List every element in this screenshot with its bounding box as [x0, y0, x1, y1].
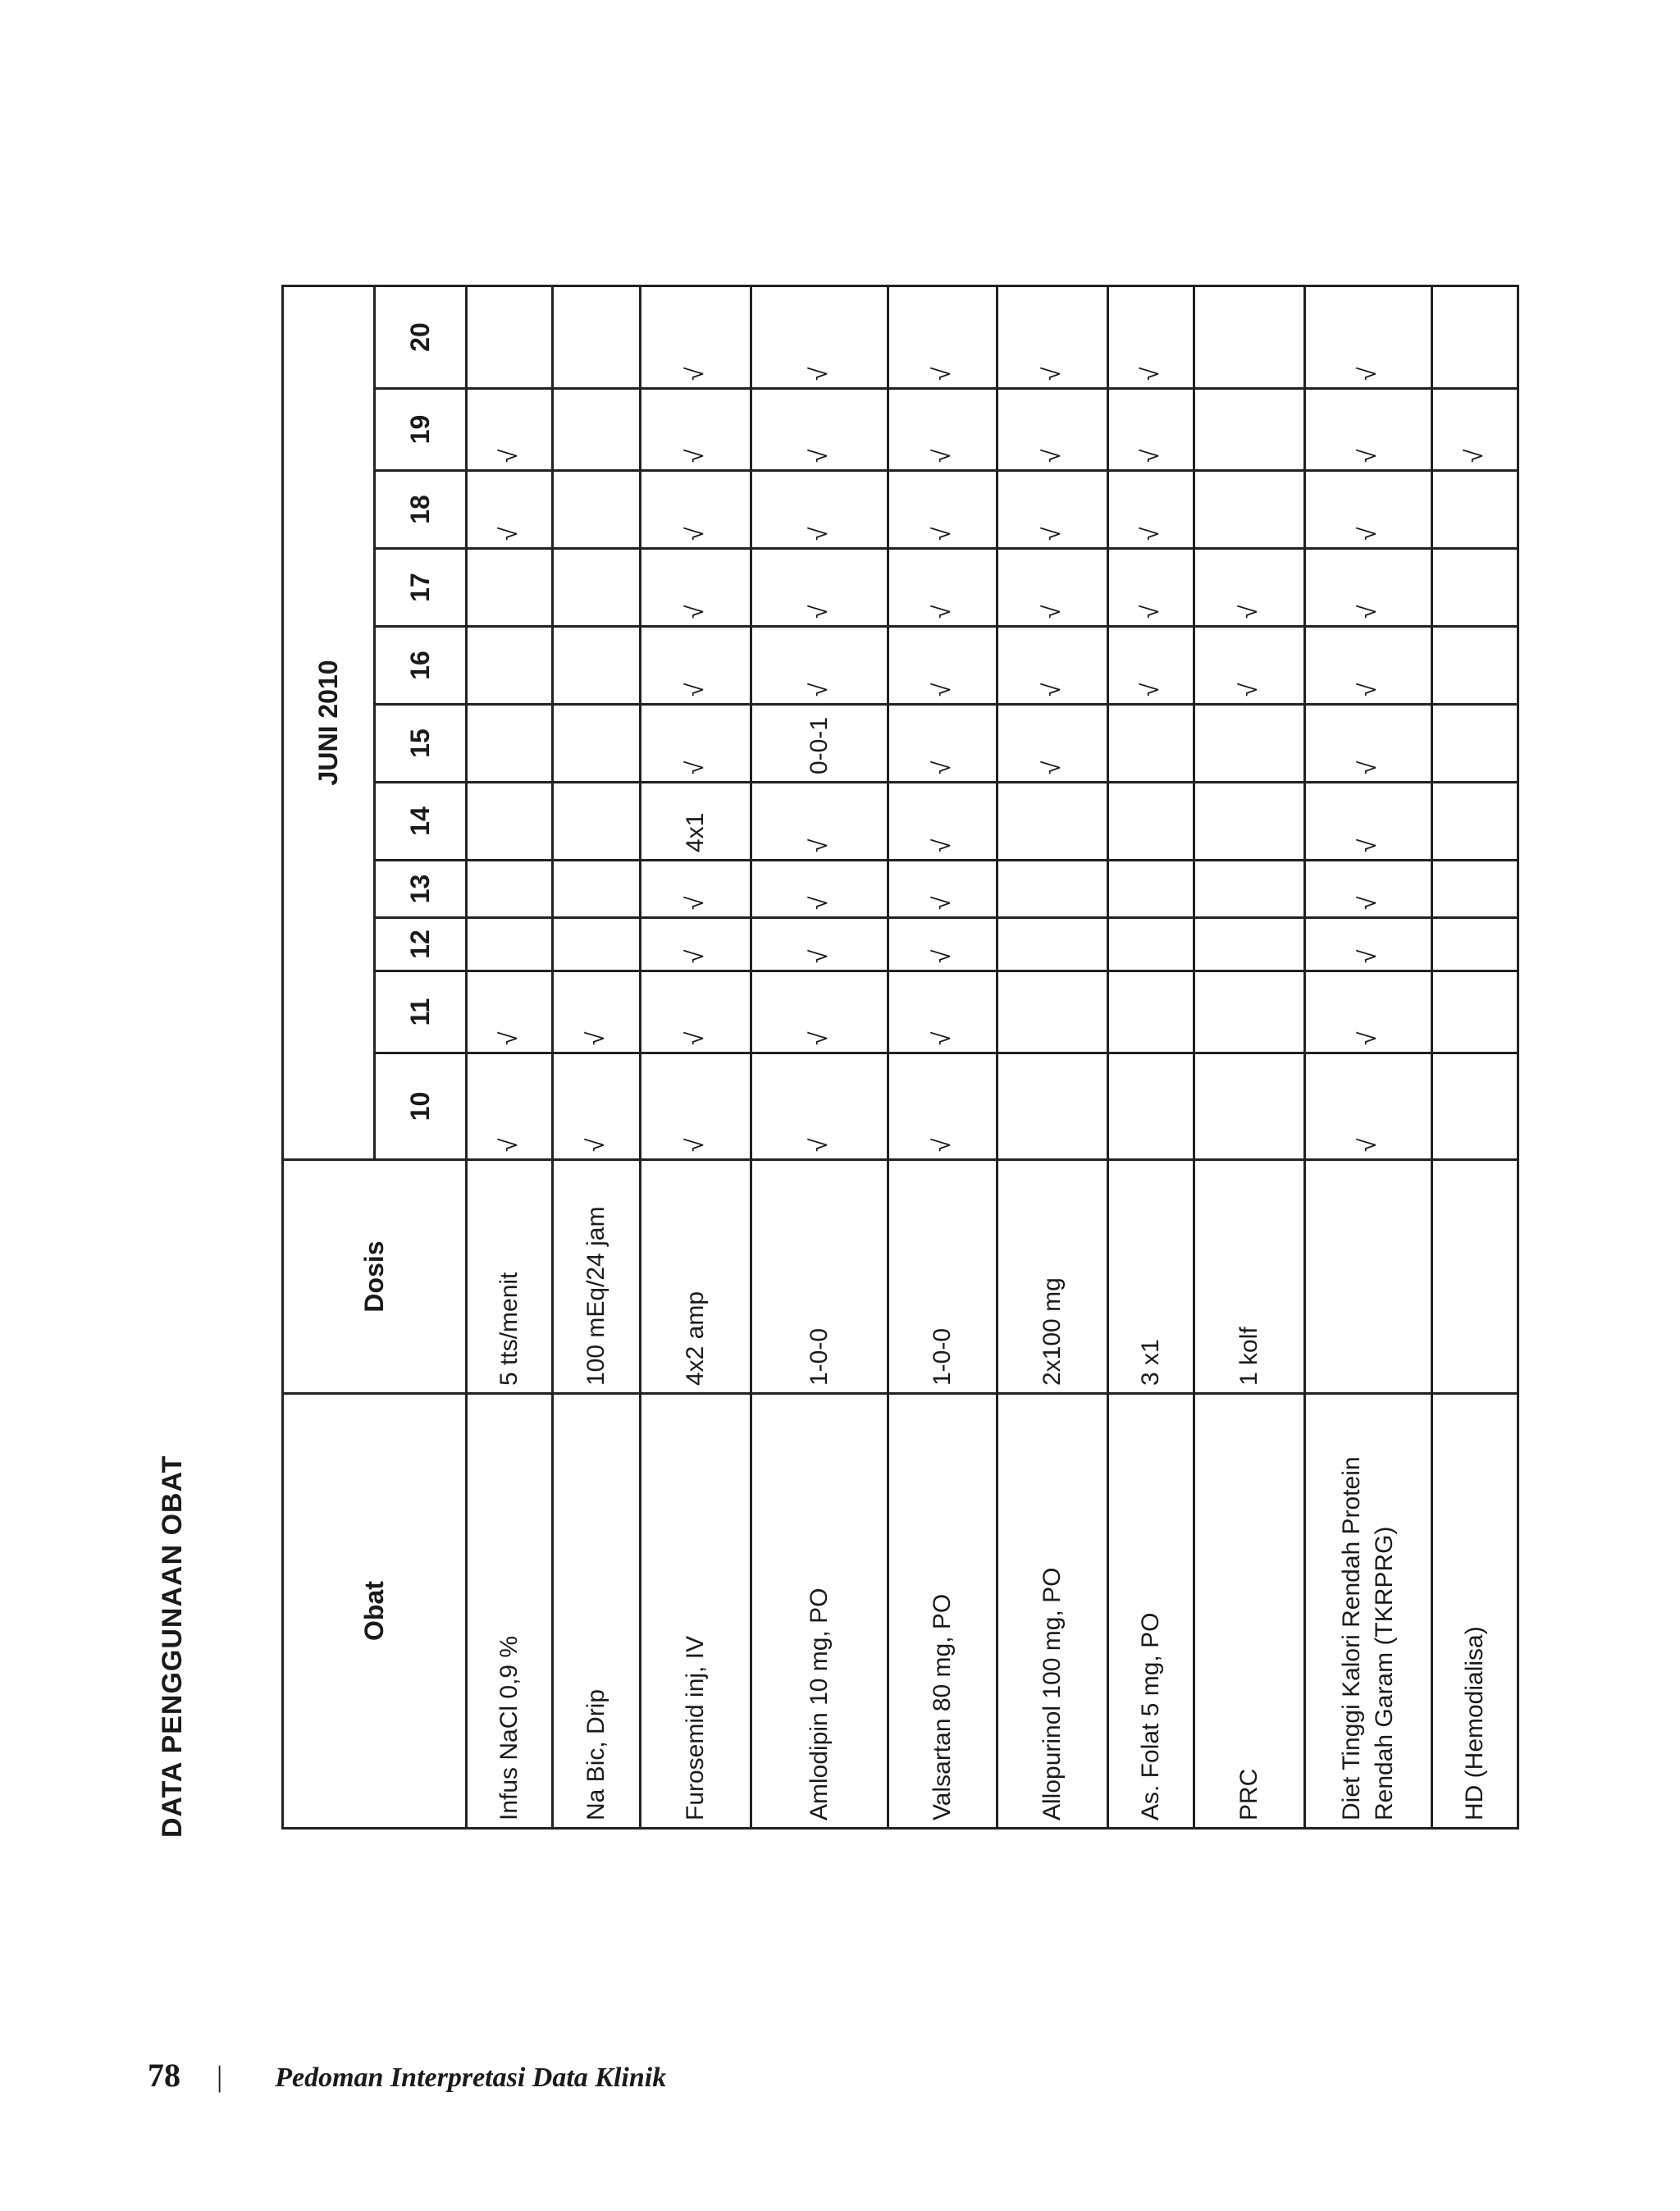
day-mark [553, 389, 641, 471]
drug-usage-table [281, 285, 1519, 1830]
day-header-13: 13 [375, 861, 467, 918]
day-mark [1108, 1053, 1194, 1160]
day-mark: √ [1305, 918, 1432, 971]
day-mark: √ [641, 627, 751, 705]
page-number: 78 [148, 2057, 180, 2094]
day-mark: √ [641, 918, 751, 971]
page-footer [148, 2051, 666, 2100]
day-mark: √ [751, 783, 888, 861]
day-mark: √ [998, 705, 1108, 783]
day-mark [1194, 971, 1305, 1053]
table-row [1432, 286, 1518, 1828]
day-mark: √ [641, 549, 751, 627]
drug-dose [1432, 1160, 1518, 1394]
drug-dose [1305, 1160, 1432, 1394]
table-row [888, 286, 998, 1828]
day-mark: √ [1305, 971, 1432, 1053]
day-mark [467, 783, 553, 861]
drug-dose: 3 x1 [1108, 1160, 1194, 1394]
drug-name: As. Folat 5 mg, PO [1108, 1394, 1194, 1829]
day-mark [998, 918, 1108, 971]
day-mark [1194, 783, 1305, 861]
day-mark: √ [1194, 549, 1305, 627]
table-row [1305, 286, 1432, 1828]
day-mark: √ [751, 1053, 888, 1160]
day-mark: √ [1305, 286, 1432, 388]
day-mark [467, 861, 553, 918]
day-mark: √ [1305, 861, 1432, 918]
drug-rows [467, 286, 1518, 1828]
table-row [1108, 286, 1194, 1828]
table-row [998, 286, 1108, 1828]
table-row [553, 286, 641, 1828]
drug-dose: 4x2 amp [641, 1160, 751, 1394]
drug-dose: 1 kolf [1194, 1160, 1305, 1394]
drug-dose: 5 tts/menit [467, 1160, 553, 1394]
day-mark: √ [467, 471, 553, 549]
day-mark [1432, 471, 1518, 549]
day-mark [1194, 286, 1305, 388]
day-mark: √ [1108, 627, 1194, 705]
day-mark: √ [1108, 286, 1194, 388]
day-mark [553, 286, 641, 388]
day-mark: √ [641, 389, 751, 471]
drug-name: Amlodipin 10 mg, PO [751, 1394, 888, 1829]
day-mark: √ [1432, 389, 1518, 471]
day-mark: √ [467, 389, 553, 471]
day-mark: √ [751, 286, 888, 388]
day-mark: √ [1305, 627, 1432, 705]
day-header-18: 18 [375, 471, 467, 549]
day-mark [553, 918, 641, 971]
day-mark: √ [888, 971, 998, 1053]
day-mark [467, 918, 553, 971]
day-mark [1108, 971, 1194, 1053]
day-mark [553, 705, 641, 783]
drug-name: Diet Tinggi Kalori Rendah Protein Rendah Garam (TKRPRG) [1305, 1394, 1432, 1829]
day-header-16: 16 [375, 627, 467, 705]
day-header-17: 17 [375, 549, 467, 627]
day-mark: √ [888, 705, 998, 783]
day-header-12: 12 [375, 918, 467, 971]
day-mark [553, 471, 641, 549]
day-mark: √ [888, 471, 998, 549]
day-header-19: 19 [375, 389, 467, 471]
day-mark [1108, 918, 1194, 971]
day-mark [1432, 971, 1518, 1053]
day-mark: √ [1305, 783, 1432, 861]
day-mark: √ [888, 286, 998, 388]
day-mark [998, 783, 1108, 861]
day-mark: √ [1108, 471, 1194, 549]
book-title: Pedoman Interpretasi Data Klinik [275, 2063, 667, 2093]
day-mark: √ [1305, 1053, 1432, 1160]
day-mark [467, 549, 553, 627]
day-mark: √ [751, 549, 888, 627]
drug-dose: 1-0-0 [888, 1160, 998, 1394]
day-mark: √ [888, 389, 998, 471]
drug-name: HD (Hemodialisa) [1432, 1394, 1518, 1829]
day-mark: √ [998, 549, 1108, 627]
day-mark [1432, 549, 1518, 627]
day-mark [998, 861, 1108, 918]
day-mark: √ [888, 861, 998, 918]
day-mark [998, 1053, 1108, 1160]
day-mark: √ [888, 549, 998, 627]
day-mark: √ [1305, 471, 1432, 549]
drug-name: Furosemid inj, IV [641, 1394, 751, 1829]
day-mark [553, 783, 641, 861]
day-mark: √ [1305, 705, 1432, 783]
day-mark [1108, 705, 1194, 783]
section-heading: DATA PENGGUNAAN OBAT [157, 1455, 188, 1838]
footer-separator: | [217, 2060, 223, 2093]
day-mark: √ [467, 1053, 553, 1160]
day-mark: √ [998, 286, 1108, 388]
day-mark: √ [641, 705, 751, 783]
day-mark: √ [751, 389, 888, 471]
day-mark: √ [1305, 549, 1432, 627]
drug-dose: 1-0-0 [751, 1160, 888, 1394]
day-mark [1194, 389, 1305, 471]
drug-name: Infus NaCl 0,9 % [467, 1394, 553, 1829]
day-mark [1194, 918, 1305, 971]
day-mark: √ [467, 971, 553, 1053]
day-mark: √ [751, 627, 888, 705]
day-mark [467, 627, 553, 705]
day-mark [553, 627, 641, 705]
drug-name: Allopurinol 100 mg, PO [998, 1394, 1108, 1829]
day-header-11: 11 [375, 971, 467, 1053]
day-mark [1108, 861, 1194, 918]
header-period: JUNI 2010 [283, 286, 375, 1159]
drug-dose: 100 mEq/24 jam [553, 1160, 641, 1394]
day-mark: √ [641, 1053, 751, 1160]
drug-usage-table-wrapper [281, 299, 1488, 1830]
drug-dose: 2x100 mg [998, 1160, 1108, 1394]
day-mark: √ [1108, 389, 1194, 471]
day-mark [467, 705, 553, 783]
day-mark [998, 971, 1108, 1053]
day-mark: √ [553, 971, 641, 1053]
day-mark: √ [641, 971, 751, 1053]
drug-name: PRC [1194, 1394, 1305, 1829]
day-mark: √ [751, 861, 888, 918]
day-mark [1194, 471, 1305, 549]
header-dosis: Dosis [283, 1160, 467, 1394]
drug-name: Na Bic, Drip [553, 1394, 641, 1829]
day-mark [1194, 861, 1305, 918]
day-mark [1432, 627, 1518, 705]
day-mark: √ [641, 471, 751, 549]
day-mark: √ [888, 918, 998, 971]
day-header-14: 14 [375, 783, 467, 861]
table-row [1194, 286, 1305, 1828]
day-mark [1432, 918, 1518, 971]
day-mark [553, 549, 641, 627]
day-mark [1432, 286, 1518, 388]
day-mark: √ [998, 389, 1108, 471]
table-row [751, 286, 888, 1828]
day-mark: 4x1 [641, 783, 751, 861]
day-mark [1432, 783, 1518, 861]
day-mark: √ [998, 471, 1108, 549]
day-mark: √ [641, 286, 751, 388]
day-mark [553, 861, 641, 918]
header-obat: Obat [283, 1394, 467, 1829]
day-mark: 0-0-1 [751, 705, 888, 783]
day-mark: √ [641, 861, 751, 918]
day-mark: √ [751, 971, 888, 1053]
day-mark: √ [751, 471, 888, 549]
table-row [467, 286, 553, 1828]
day-mark [1108, 783, 1194, 861]
day-mark: √ [1108, 549, 1194, 627]
day-mark: √ [1305, 389, 1432, 471]
day-mark: √ [751, 918, 888, 971]
day-mark [1194, 705, 1305, 783]
day-mark [1432, 705, 1518, 783]
drug-name: Valsartan 80 mg, PO [888, 1394, 998, 1829]
day-mark [1194, 1053, 1305, 1160]
day-header-10: 10 [375, 1053, 467, 1160]
day-mark: √ [888, 1053, 998, 1160]
day-mark [1432, 861, 1518, 918]
day-mark: √ [1194, 627, 1305, 705]
day-mark: √ [998, 627, 1108, 705]
day-mark: √ [888, 627, 998, 705]
day-header-15: 15 [375, 705, 467, 783]
day-mark: √ [888, 783, 998, 861]
day-mark: √ [553, 1053, 641, 1160]
table-row [641, 286, 751, 1828]
day-header-20: 20 [375, 286, 467, 388]
day-mark [1432, 1053, 1518, 1160]
day-mark [467, 286, 553, 388]
